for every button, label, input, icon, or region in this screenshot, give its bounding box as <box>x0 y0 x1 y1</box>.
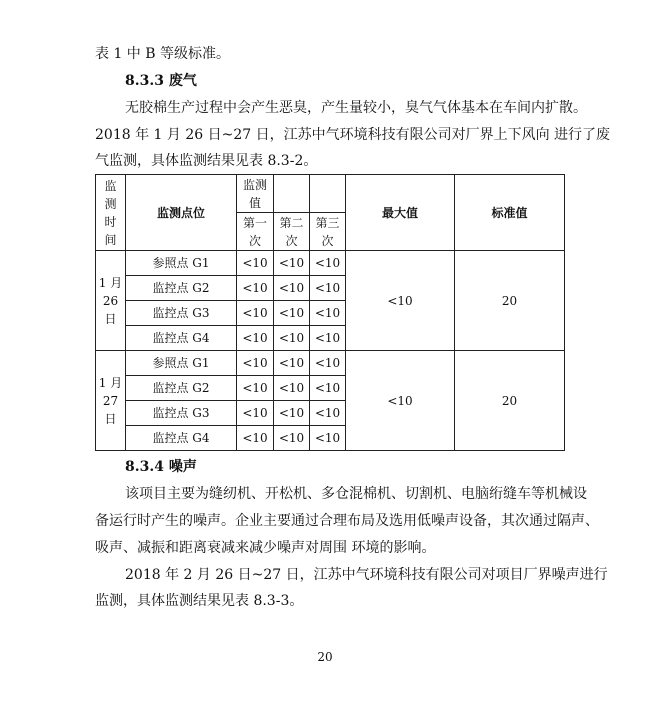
header-second: 第二 次 <box>274 213 310 251</box>
value-cell: <10 <box>237 301 274 326</box>
point-cell: 参照点 G1 <box>126 251 237 276</box>
header-blank-cell <box>274 175 310 213</box>
point-cell: 监控点 G3 <box>126 301 237 326</box>
max-cell: <10 <box>346 351 455 451</box>
value-cell: <10 <box>310 326 346 351</box>
section-8-3-3-para-line: 2018 年 1 月 26 日~27 日，江苏中气环境科技有限公司对厂界上下风向 进行了废 <box>95 127 611 143</box>
section-8-3-4-heading: 8.3.4 噪声 <box>125 459 197 475</box>
value-cell: <10 <box>274 276 310 301</box>
section-8-3-3-para-line: 气监测，具体监测结果见表 8.3-2。 <box>95 153 318 169</box>
value-cell: <10 <box>310 401 346 426</box>
monitoring-table <box>95 174 565 451</box>
section-8-3-3-heading: 8.3.3 废气 <box>125 73 197 89</box>
value-cell: <10 <box>274 376 310 401</box>
header-third: 第三 次 <box>310 213 346 251</box>
max-cell: <10 <box>346 251 455 351</box>
header-standard: 标准值 <box>455 175 565 251</box>
value-cell: <10 <box>274 401 310 426</box>
value-cell: <10 <box>274 426 310 451</box>
section-8-3-4-para-line: 该项目主要为缝纫机、开松机、多仓混棉机、切割机、电脑绗缝车等机械设 <box>125 486 587 502</box>
standard-cell: 20 <box>455 251 565 351</box>
header-point: 监测点位 <box>126 175 237 251</box>
value-cell: <10 <box>274 251 310 276</box>
value-cell: <10 <box>237 326 274 351</box>
value-cell: <10 <box>274 351 310 376</box>
value-cell: <10 <box>237 351 274 376</box>
header-first: 第一 次 <box>237 213 274 251</box>
page-number: 20 <box>317 650 333 664</box>
value-cell: <10 <box>274 301 310 326</box>
section-8-3-4-para-line: 备运行时产生的噪声。企业主要通过合理布局及选用低噪声设备，其次通过隔声、 <box>95 513 599 529</box>
value-cell: <10 <box>310 301 346 326</box>
section-8-3-3-para-line: 无胶棉生产过程中会产生恶臭，产生量较小，臭气气体基本在车间内扩散。 <box>125 100 587 116</box>
value-cell: <10 <box>237 401 274 426</box>
intro-line: 表 1 中 B 等级标准。 <box>95 46 230 62</box>
value-cell: <10 <box>237 251 274 276</box>
value-cell: <10 <box>310 426 346 451</box>
section-8-3-4-para-line: 2018 年 2 月 26 日~27 日，江苏中气环境科技有限公司对项目厂界噪声进行 <box>125 567 608 583</box>
table-row <box>96 351 565 376</box>
point-cell: 监控点 G2 <box>126 276 237 301</box>
header-time: 监 测 时 间 <box>96 175 126 251</box>
value-cell: <10 <box>310 276 346 301</box>
standard-cell: 20 <box>455 351 565 451</box>
value-cell: <10 <box>310 376 346 401</box>
value-cell: <10 <box>237 276 274 301</box>
point-cell: 监控点 G4 <box>126 326 237 351</box>
point-cell: 监控点 G2 <box>126 376 237 401</box>
point-cell: 参照点 G1 <box>126 351 237 376</box>
table-row <box>96 251 565 276</box>
date-cell: 1 月 26 日 <box>96 251 126 351</box>
value-cell: <10 <box>237 376 274 401</box>
value-cell: <10 <box>310 251 346 276</box>
section-8-3-4-para-line: 吸声、减振和距离衰减来减少噪声对周围 环境的影响。 <box>95 540 436 556</box>
point-cell: 监控点 G3 <box>126 401 237 426</box>
value-cell: <10 <box>274 326 310 351</box>
header-blank-cell <box>310 175 346 213</box>
header-max: 最大值 <box>346 175 455 251</box>
value-cell: <10 <box>310 351 346 376</box>
point-cell: 监控点 G4 <box>126 426 237 451</box>
section-8-3-4-para-line: 监测，具体监测结果见表 8.3-3。 <box>95 593 304 609</box>
date-cell: 1 月 27 日 <box>96 351 126 451</box>
header-value: 监测 值 <box>237 175 274 213</box>
value-cell: <10 <box>237 426 274 451</box>
